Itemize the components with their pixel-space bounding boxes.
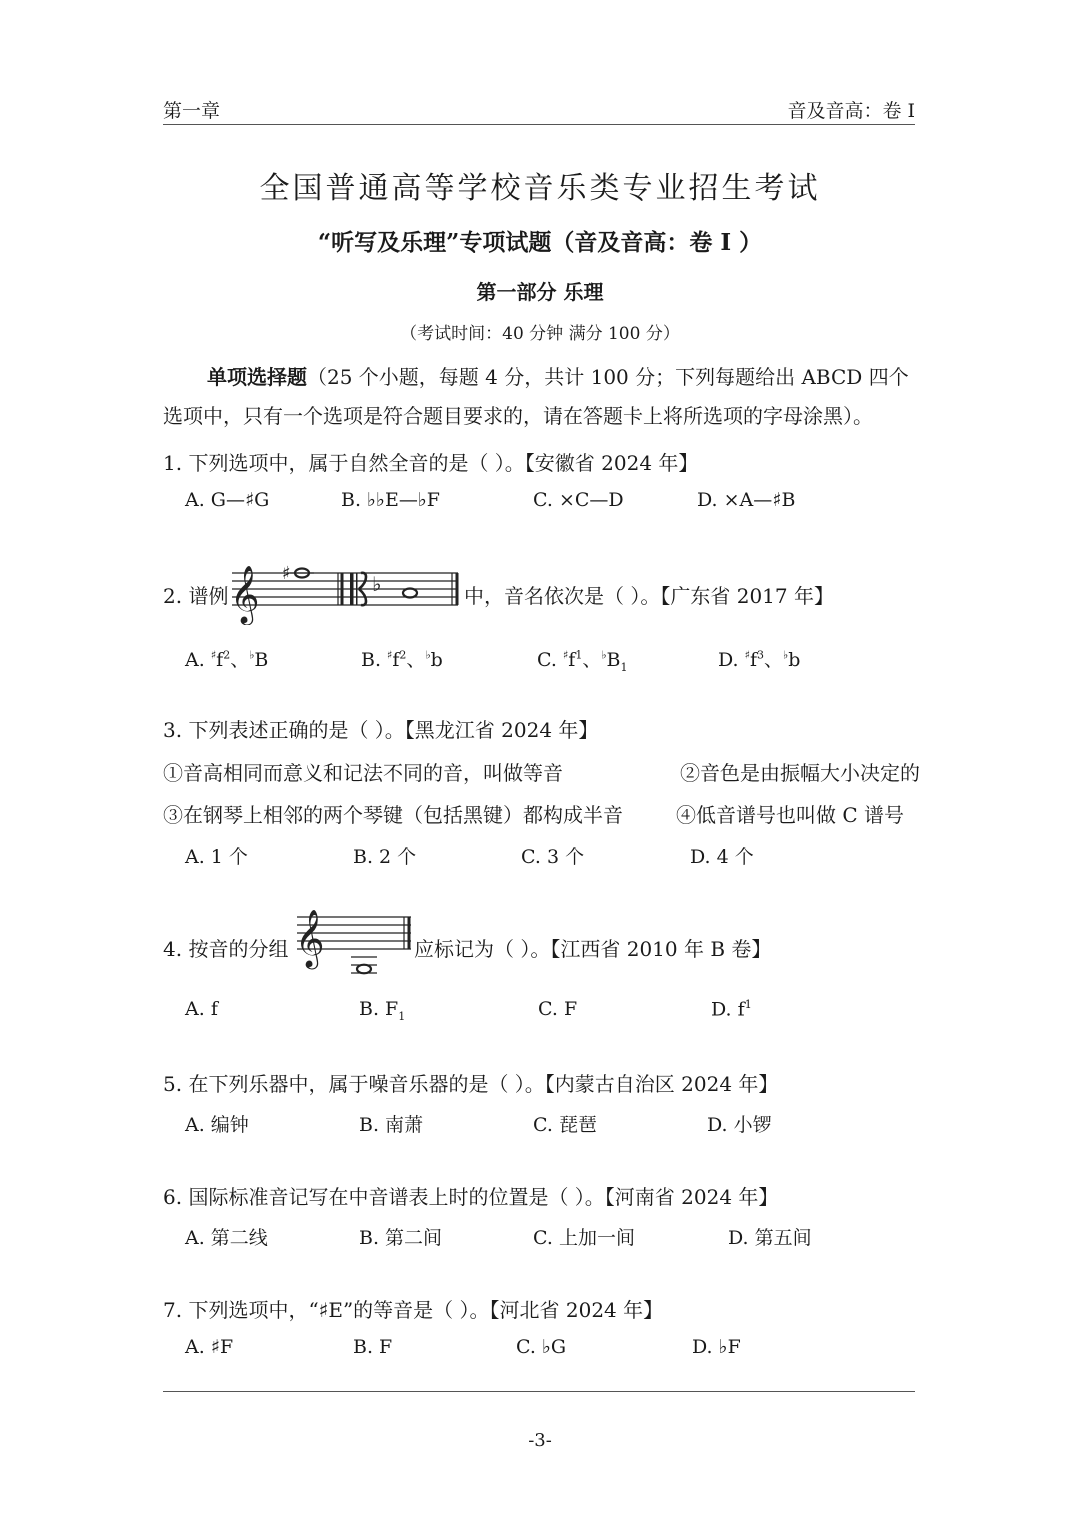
q6-option-b: B. 第二间 xyxy=(359,1227,443,1249)
instructions-label: 单项选择题 xyxy=(207,365,307,389)
question-5-stem: 5. 在下列乐器中，属于噪音乐器的是（ ）。【内蒙古自治区 2024 年】 xyxy=(163,1072,779,1096)
q2-option-d: D. $^♯f^3$、♭b xyxy=(718,648,801,671)
header-chapter: 第一章 xyxy=(163,100,221,122)
q5-option-d: D. 小锣 xyxy=(707,1114,772,1136)
q2-note-2 xyxy=(403,589,417,598)
q1-option-b: B. ♭♭E—♭F xyxy=(341,489,440,511)
flat-icon: ♭ xyxy=(372,572,382,596)
q2-option-b: B. $^♯f^2$、♭b xyxy=(361,648,443,671)
q1-option-c: C. ×C—D xyxy=(533,489,624,511)
q2-music-example xyxy=(228,555,462,625)
q5-option-c: C. 琵琶 xyxy=(533,1114,597,1136)
header-rule xyxy=(163,124,915,125)
q4-note xyxy=(357,965,371,974)
q4-option-b: B. $F_1$ xyxy=(359,998,406,1023)
question-4-stem-prefix: 4. 按音的分组 xyxy=(163,937,289,961)
q3-statement-1: ①音高相同而意义和记法不同的音，叫做等音 xyxy=(163,761,563,785)
q6-option-c: C. 上加一间 xyxy=(533,1227,635,1249)
question-1-stem: 1. 下列选项中，属于自然全音的是（ ）。【安徽省 2024 年】 xyxy=(163,451,699,475)
footer-rule xyxy=(163,1391,915,1392)
q4-option-c: C. F xyxy=(538,998,578,1020)
q4-option-d: D. $f^1$ xyxy=(711,998,752,1021)
q2-option-c: C. $^♯f^1$、$^♭B_1$ xyxy=(537,648,628,674)
q3-option-c: C. 3 个 xyxy=(521,846,585,868)
q3-option-d: D. 4 个 xyxy=(690,846,754,868)
q1-option-d: D. ×A—♯B xyxy=(697,489,796,511)
q7-option-a: A. ♯F xyxy=(185,1336,234,1358)
q3-statement-4: ④低音谱号也叫做 C 谱号 xyxy=(676,803,905,827)
q1-option-a: A. G—♯G xyxy=(185,489,270,511)
q6-option-a: A. 第二线 xyxy=(185,1227,268,1249)
question-2-stem-prefix: 2. 谱例 xyxy=(163,584,229,608)
question-7-stem: 7. 下列选项中，“♯E”的等音是（ ）。【河北省 2024 年】 xyxy=(163,1298,664,1322)
q2-option-a: A. $^♯f^2$、♭B xyxy=(185,648,269,671)
part-heading: 第一部分 乐理 xyxy=(476,280,604,304)
q4-music-example xyxy=(293,905,415,981)
q7-option-c: C. ♭G xyxy=(516,1336,567,1358)
question-2-stem-suffix: 中，音名依次是（ ）。【广东省 2017 年】 xyxy=(464,584,834,608)
q4-option-a: A. f xyxy=(185,998,218,1020)
q7-option-b: B. F xyxy=(353,1336,393,1358)
q7-option-d: D. ♭F xyxy=(692,1336,741,1358)
q3-statement-3: ③在钢琴上相邻的两个琴键（包括黑键）都构成半音 xyxy=(163,803,623,827)
instructions-line2: 选项中，只有一个选项是符合题目要求的，请在答题卡上将所选项的字母涂黑）。 xyxy=(163,404,873,428)
exam-title: 全国普通高等学校音乐类专业招生考试 xyxy=(259,171,821,206)
q5-option-a: A. 编钟 xyxy=(185,1114,249,1136)
question-4-stem-suffix: 应标记为（ ）。【江西省 2010 年 B 卷】 xyxy=(414,937,772,961)
treble-clef-icon: 𝄞 xyxy=(230,565,260,623)
question-3-stem: 3. 下列表述正确的是（ ）。【黑龙江省 2024 年】 xyxy=(163,718,599,742)
header-section: 音及音高：卷 I xyxy=(787,100,915,122)
instructions-line1 xyxy=(207,361,909,390)
instructions-text: （25 个小题，每题 4 分，共计 100 分；下列每题给出 ABCD 四个 xyxy=(307,365,909,389)
q3-option-a: A. 1 个 xyxy=(185,846,248,868)
time-info: （考试时间：40 分钟 满分 100 分） xyxy=(400,324,680,344)
exam-subtitle: “听写及乐理”专项试题（音及音高：卷 I ） xyxy=(317,229,763,256)
sharp-icon: ♯ xyxy=(282,563,291,584)
q6-option-d: D. 第五间 xyxy=(728,1227,812,1249)
question-6-stem: 6. 国际标准音记写在中音谱表上时的位置是（ ）。【河南省 2024 年】 xyxy=(163,1185,779,1209)
q3-option-b: B. 2 个 xyxy=(353,846,417,868)
page-number: -3- xyxy=(528,1430,552,1451)
treble-clef-icon: 𝄞 xyxy=(295,909,325,967)
q3-statement-2: ②音色是由振幅大小决定的 xyxy=(680,761,920,785)
q5-option-b: B. 南萧 xyxy=(359,1114,424,1136)
